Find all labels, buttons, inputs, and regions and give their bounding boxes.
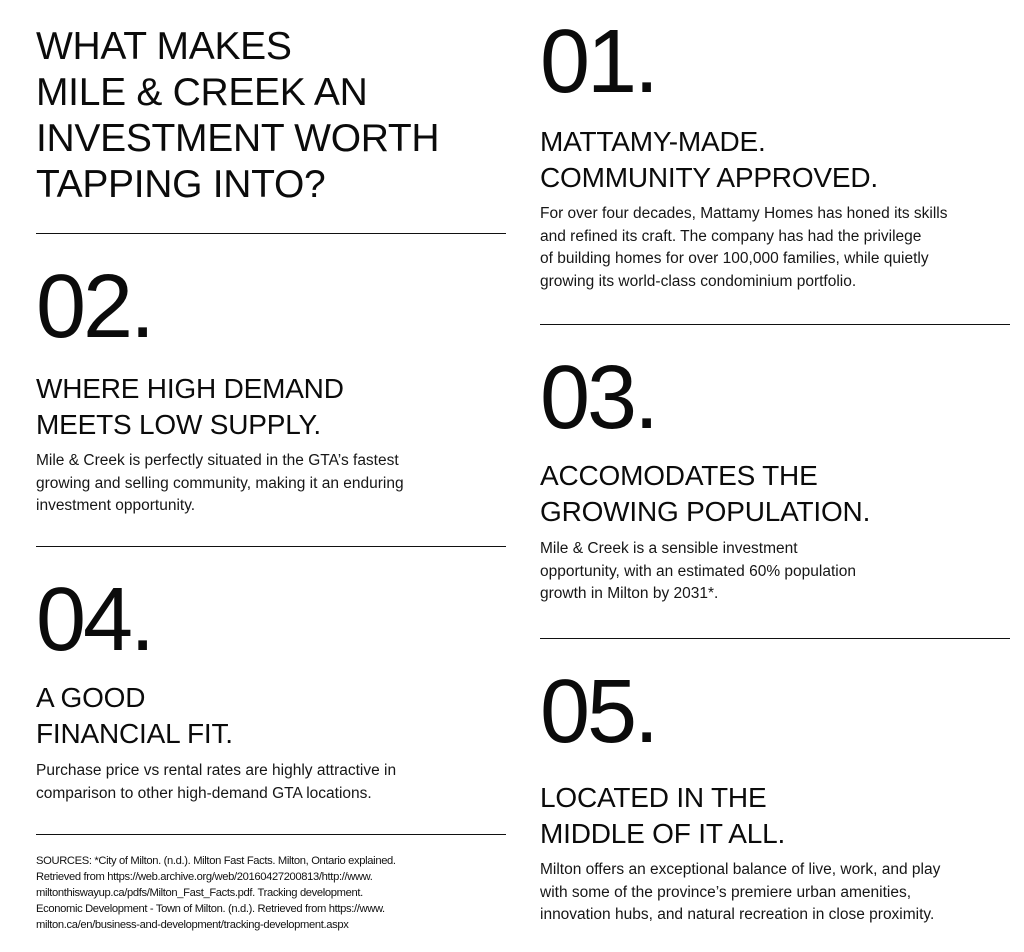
section-heading: A GOOD FINANCIAL FIT. [36, 682, 233, 749]
sources-footnote: SOURCES: *City of Milton. (n.d.). Milton Fast Facts. Milton, Ontario explained. Retrieved from https://web.archive.org/web/20160427200813/http://www. miltonthiswayup.ca/pdfs/Milton_Fast_Facts.pdf. Tracking development. Economic Development - Town of Milton. (n.d.). Retrieved from https://www. milton.ca/en/business-and-development/tracking-development.aspx [36, 855, 396, 931]
section-body: For over four decades, Mattamy Homes has honed its skills and refined its craft. The company has had the privilege of building homes for over 100,000 families, while quietly growing its world-class condominium portfolio. [540, 205, 948, 290]
section-heading: WHERE HIGH DEMAND MEETS LOW SUPPLY. [36, 373, 344, 440]
section-number: 03. [540, 348, 657, 448]
section-body: Milton offers an exceptional balance of live, work, and play with some of the province’s premiere urban amenities, innovation hubs, and natural recreation in close proximity. [540, 861, 941, 923]
divider-01 [540, 324, 1010, 325]
section-number: 04. [36, 570, 153, 670]
divider-04 [36, 834, 506, 835]
page-title: WHAT MAKES MILE & CREEK AN INVESTMENT WORTH TAPPING INTO? [36, 25, 440, 206]
section-heading: ACCOMODATES THE GROWING POPULATION. [540, 460, 871, 527]
section-number: 05. [540, 662, 657, 762]
divider-title [36, 233, 506, 234]
divider-02 [36, 546, 506, 547]
section-heading: MATTAMY-MADE. COMMUNITY APPROVED. [540, 126, 878, 193]
section-number: 01. [540, 12, 657, 112]
section-body: Purchase price vs rental rates are highly attractive in comparison to other high-demand GTA locations. [36, 762, 397, 802]
section-body: Mile & Creek is a sensible investment opportunity, with an estimated 60% population growth in Milton by 2031*. [540, 540, 856, 602]
section-number: 02. [36, 257, 153, 357]
divider-03 [540, 638, 1010, 639]
section-heading: LOCATED IN THE MIDDLE OF IT ALL. [540, 782, 786, 849]
section-body: Mile & Creek is perfectly situated in the GTA’s fastest growing and selling community, making it an enduring investment opportunity. [36, 452, 404, 514]
